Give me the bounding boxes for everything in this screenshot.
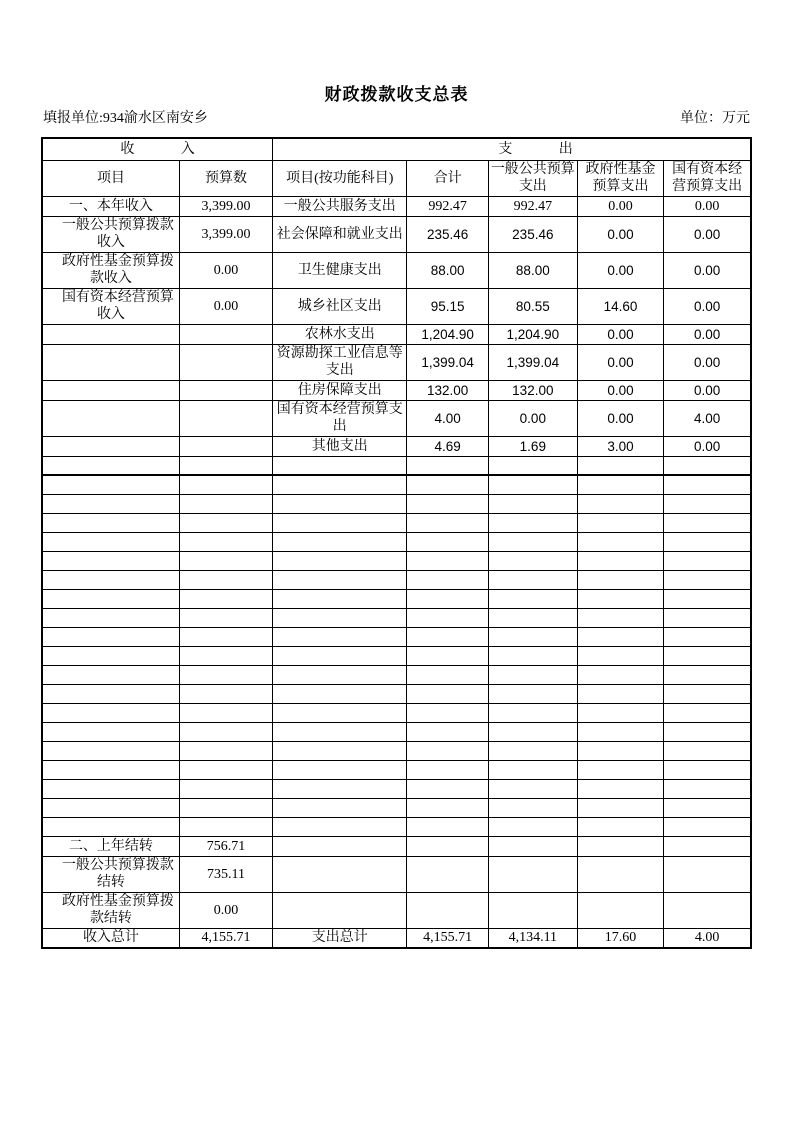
income-budget-cell bbox=[179, 551, 272, 570]
income-item-cell bbox=[42, 817, 179, 836]
income-item-cell: 一、本年收入 bbox=[42, 196, 179, 216]
state-capital-budget-cell bbox=[664, 456, 751, 475]
general-public-budget-cell bbox=[488, 532, 577, 551]
state-capital-budget-cell bbox=[664, 892, 751, 928]
income-budget-cell: 3,399.00 bbox=[179, 196, 272, 216]
expenditure-item-cell: 支出总计 bbox=[273, 928, 407, 948]
table-row bbox=[42, 344, 751, 380]
expenditure-total-cell: 4,155.71 bbox=[407, 928, 488, 948]
table-row bbox=[42, 324, 751, 344]
table-row bbox=[42, 817, 751, 836]
table-row bbox=[42, 436, 751, 456]
gov-fund-budget-cell: 17.60 bbox=[577, 928, 663, 948]
expenditure-item-cell: 资源勘探工业信息等支出 bbox=[273, 344, 407, 380]
expenditure-total-cell bbox=[407, 817, 488, 836]
general-public-budget-cell bbox=[488, 665, 577, 684]
expenditure-item-cell: 卫生健康支出 bbox=[273, 252, 407, 288]
income-item-cell bbox=[42, 608, 179, 627]
expenditure-item-cell bbox=[273, 627, 407, 646]
general-public-budget-cell bbox=[488, 892, 577, 928]
general-public-budget-cell bbox=[488, 589, 577, 608]
general-public-budget-cell bbox=[488, 760, 577, 779]
general-public-budget-cell bbox=[488, 684, 577, 703]
group-header-row bbox=[42, 138, 751, 160]
table-row bbox=[42, 494, 751, 513]
expenditure-item-cell bbox=[273, 703, 407, 722]
income-budget-cell bbox=[179, 400, 272, 436]
gov-fund-budget-cell: 0.00 bbox=[577, 196, 663, 216]
column-header-row bbox=[42, 160, 751, 196]
state-capital-budget-cell: 0.00 bbox=[664, 252, 751, 288]
expenditure-total-cell bbox=[407, 570, 488, 589]
state-capital-budget-cell: 4.00 bbox=[664, 928, 751, 948]
income-budget-cell bbox=[179, 608, 272, 627]
state-capital-budget-cell bbox=[664, 856, 751, 892]
page-title: 财政拨款收支总表 bbox=[324, 85, 469, 104]
gov-fund-budget-cell bbox=[577, 513, 663, 532]
state-capital-budget-cell: 0.00 bbox=[664, 436, 751, 456]
state-capital-budget-cell bbox=[664, 722, 751, 741]
expenditure-total-cell bbox=[407, 836, 488, 856]
general-public-budget-cell bbox=[488, 798, 577, 817]
gov-fund-budget-cell bbox=[577, 779, 663, 798]
income-budget-cell bbox=[179, 532, 272, 551]
expenditure-item-cell: 社会保障和就业支出 bbox=[273, 216, 407, 252]
expenditure-total-cell bbox=[407, 798, 488, 817]
gov-fund-budget-cell bbox=[577, 532, 663, 551]
table-row bbox=[42, 551, 751, 570]
income-item-cell bbox=[42, 779, 179, 798]
table-row bbox=[42, 892, 751, 928]
table-row bbox=[42, 760, 751, 779]
gov-fund-budget-cell bbox=[577, 494, 663, 513]
income-budget-cell: 4,155.71 bbox=[179, 928, 272, 948]
table-body bbox=[42, 196, 751, 948]
state-capital-budget-cell bbox=[664, 836, 751, 856]
gov-fund-budget-cell bbox=[577, 722, 663, 741]
expenditure-total-cell bbox=[407, 722, 488, 741]
column-header-exp-item: 项目(按功能科目) bbox=[273, 160, 407, 196]
income-budget-cell bbox=[179, 324, 272, 344]
state-capital-budget-cell bbox=[664, 684, 751, 703]
expenditure-total-cell bbox=[407, 551, 488, 570]
unit-label: 单位：万元 bbox=[680, 111, 750, 126]
income-item-cell bbox=[42, 494, 179, 513]
expenditure-total-cell bbox=[407, 779, 488, 798]
state-capital-budget-cell bbox=[664, 665, 751, 684]
column-header-income-item: 项目 bbox=[42, 160, 179, 196]
income-item-cell bbox=[42, 646, 179, 665]
expenditure-total-cell bbox=[407, 589, 488, 608]
general-public-budget-cell bbox=[488, 513, 577, 532]
income-budget-cell bbox=[179, 817, 272, 836]
income-item-cell bbox=[42, 436, 179, 456]
general-public-budget-cell: 992.47 bbox=[488, 196, 577, 216]
general-public-budget-cell: 0.00 bbox=[488, 400, 577, 436]
income-budget-cell bbox=[179, 627, 272, 646]
gov-fund-budget-cell: 3.00 bbox=[577, 436, 663, 456]
table-row bbox=[42, 779, 751, 798]
table-row bbox=[42, 252, 751, 288]
table-row bbox=[42, 627, 751, 646]
income-budget-cell: 735.11 bbox=[179, 856, 272, 892]
general-public-budget-cell: 235.46 bbox=[488, 216, 577, 252]
state-capital-budget-cell bbox=[664, 475, 751, 494]
income-item-cell bbox=[42, 570, 179, 589]
general-public-budget-cell bbox=[488, 722, 577, 741]
income-budget-cell bbox=[179, 456, 272, 475]
income-budget-cell bbox=[179, 665, 272, 684]
expenditure-item-cell bbox=[273, 817, 407, 836]
expenditure-item-cell: 住房保障支出 bbox=[273, 380, 407, 400]
expenditure-total-cell: 4.00 bbox=[407, 400, 488, 436]
expenditure-total-cell: 95.15 bbox=[407, 288, 488, 324]
gov-fund-budget-cell: 0.00 bbox=[577, 400, 663, 436]
state-capital-budget-cell bbox=[664, 551, 751, 570]
state-capital-budget-cell: 0.00 bbox=[664, 324, 751, 344]
state-capital-budget-cell bbox=[664, 494, 751, 513]
income-item-cell bbox=[42, 798, 179, 817]
table-row bbox=[42, 380, 751, 400]
column-header-general-public: 一般公共预算支出 bbox=[488, 160, 577, 196]
general-public-budget-cell bbox=[488, 836, 577, 856]
expenditure-total-cell bbox=[407, 475, 488, 494]
general-public-budget-cell bbox=[488, 646, 577, 665]
income-item-cell: 一般公共预算拨款结转 bbox=[42, 856, 179, 892]
expenditure-item-cell bbox=[273, 532, 407, 551]
table-row bbox=[42, 741, 751, 760]
table-row bbox=[42, 589, 751, 608]
state-capital-budget-cell bbox=[664, 703, 751, 722]
gov-fund-budget-cell: 0.00 bbox=[577, 252, 663, 288]
income-item-cell: 政府性基金预算拨款收入 bbox=[42, 252, 179, 288]
general-public-budget-cell bbox=[488, 456, 577, 475]
income-budget-cell bbox=[179, 741, 272, 760]
table-row bbox=[42, 722, 751, 741]
expenditure-item-cell bbox=[273, 589, 407, 608]
gov-fund-budget-cell bbox=[577, 589, 663, 608]
expenditure-item-cell bbox=[273, 646, 407, 665]
gov-fund-budget-cell bbox=[577, 856, 663, 892]
expenditure-total-cell bbox=[407, 532, 488, 551]
general-public-budget-cell bbox=[488, 627, 577, 646]
income-budget-cell: 3,399.00 bbox=[179, 216, 272, 252]
table-row bbox=[42, 216, 751, 252]
gov-fund-budget-cell bbox=[577, 456, 663, 475]
state-capital-budget-cell: 0.00 bbox=[664, 196, 751, 216]
income-budget-cell bbox=[179, 494, 272, 513]
income-budget-cell bbox=[179, 722, 272, 741]
table-row bbox=[42, 456, 751, 475]
gov-fund-budget-cell bbox=[577, 608, 663, 627]
state-capital-budget-cell: 4.00 bbox=[664, 400, 751, 436]
income-item-cell: 国有资本经营预算收入 bbox=[42, 288, 179, 324]
income-budget-cell bbox=[179, 798, 272, 817]
income-item-cell bbox=[42, 665, 179, 684]
general-public-budget-cell: 1,204.90 bbox=[488, 324, 577, 344]
expenditure-total-cell bbox=[407, 741, 488, 760]
table-row bbox=[42, 196, 751, 216]
state-capital-budget-cell bbox=[664, 513, 751, 532]
gov-fund-budget-cell bbox=[577, 475, 663, 494]
table-row bbox=[42, 928, 751, 948]
general-public-budget-cell: 4,134.11 bbox=[488, 928, 577, 948]
general-public-budget-cell bbox=[488, 856, 577, 892]
general-public-budget-cell bbox=[488, 494, 577, 513]
income-item-cell bbox=[42, 344, 179, 380]
income-item-cell bbox=[42, 551, 179, 570]
income-item-cell: 政府性基金预算拨款结转 bbox=[42, 892, 179, 928]
expenditure-total-cell bbox=[407, 646, 488, 665]
expenditure-item-cell bbox=[273, 798, 407, 817]
income-item-cell bbox=[42, 456, 179, 475]
expenditure-item-cell: 其他支出 bbox=[273, 436, 407, 456]
column-header-total: 合计 bbox=[407, 160, 488, 196]
table-row bbox=[42, 475, 751, 494]
expenditure-total-cell: 4.69 bbox=[407, 436, 488, 456]
general-public-budget-cell: 1,399.04 bbox=[488, 344, 577, 380]
expenditure-total-cell: 235.46 bbox=[407, 216, 488, 252]
table-row bbox=[42, 836, 751, 856]
expenditure-total-cell bbox=[407, 665, 488, 684]
general-public-budget-cell bbox=[488, 741, 577, 760]
income-item-cell bbox=[42, 722, 179, 741]
table-row bbox=[42, 570, 751, 589]
budget-summary-table bbox=[41, 137, 752, 949]
income-item-cell bbox=[42, 532, 179, 551]
income-item-cell bbox=[42, 475, 179, 494]
expenditure-item-cell bbox=[273, 684, 407, 703]
gov-fund-budget-cell bbox=[577, 798, 663, 817]
general-public-budget-cell: 80.55 bbox=[488, 288, 577, 324]
expenditure-total-cell: 1,399.04 bbox=[407, 344, 488, 380]
gov-fund-budget-cell bbox=[577, 570, 663, 589]
income-item-cell bbox=[42, 324, 179, 344]
state-capital-budget-cell: 0.00 bbox=[664, 344, 751, 380]
income-item-cell bbox=[42, 589, 179, 608]
expenditure-item-cell bbox=[273, 665, 407, 684]
expenditure-item-cell bbox=[273, 456, 407, 475]
expenditure-item-cell bbox=[273, 722, 407, 741]
general-public-budget-cell bbox=[488, 779, 577, 798]
expenditure-total-cell bbox=[407, 608, 488, 627]
expenditure-total-cell bbox=[407, 456, 488, 475]
expenditure-total-cell bbox=[407, 760, 488, 779]
expenditure-total-cell bbox=[407, 856, 488, 892]
gov-fund-budget-cell: 14.60 bbox=[577, 288, 663, 324]
expenditure-item-cell bbox=[273, 570, 407, 589]
column-header-gov-fund: 政府性基金预算支出 bbox=[577, 160, 663, 196]
general-public-budget-cell: 1.69 bbox=[488, 436, 577, 456]
expenditure-item-cell: 国有资本经营预算支出 bbox=[273, 400, 407, 436]
table-row bbox=[42, 400, 751, 436]
gov-fund-budget-cell bbox=[577, 646, 663, 665]
state-capital-budget-cell bbox=[664, 608, 751, 627]
expenditure-total-cell bbox=[407, 684, 488, 703]
income-item-cell bbox=[42, 627, 179, 646]
expenditure-item-cell: 城乡社区支出 bbox=[273, 288, 407, 324]
income-budget-cell bbox=[179, 703, 272, 722]
expenditure-item-cell bbox=[273, 741, 407, 760]
gov-fund-budget-cell bbox=[577, 741, 663, 760]
income-item-cell: 二、上年结转 bbox=[42, 836, 179, 856]
expenditure-item-cell: 农林水支出 bbox=[273, 324, 407, 344]
general-public-budget-cell bbox=[488, 551, 577, 570]
expenditure-total-cell: 1,204.90 bbox=[407, 324, 488, 344]
gov-fund-budget-cell: 0.00 bbox=[577, 344, 663, 380]
gov-fund-budget-cell bbox=[577, 684, 663, 703]
general-public-budget-cell bbox=[488, 703, 577, 722]
income-item-cell bbox=[42, 703, 179, 722]
table-row bbox=[42, 513, 751, 532]
income-budget-cell bbox=[179, 589, 272, 608]
expenditure-total-cell bbox=[407, 892, 488, 928]
income-budget-cell bbox=[179, 570, 272, 589]
income-item-cell bbox=[42, 380, 179, 400]
expenditure-total-cell: 88.00 bbox=[407, 252, 488, 288]
column-header-state-capital: 国有资本经营预算支出 bbox=[664, 160, 751, 196]
state-capital-budget-cell bbox=[664, 589, 751, 608]
expenditure-item-cell bbox=[273, 513, 407, 532]
income-budget-cell bbox=[179, 475, 272, 494]
income-budget-cell bbox=[179, 436, 272, 456]
expenditure-total-cell bbox=[407, 627, 488, 646]
income-budget-cell bbox=[179, 380, 272, 400]
gov-fund-budget-cell bbox=[577, 817, 663, 836]
gov-fund-budget-cell bbox=[577, 836, 663, 856]
general-public-budget-cell bbox=[488, 570, 577, 589]
expenditure-total-cell bbox=[407, 494, 488, 513]
state-capital-budget-cell bbox=[664, 817, 751, 836]
table-row bbox=[42, 684, 751, 703]
state-capital-budget-cell bbox=[664, 532, 751, 551]
table-row bbox=[42, 798, 751, 817]
expenditure-item-cell: 一般公共服务支出 bbox=[273, 196, 407, 216]
gov-fund-budget-cell: 0.00 bbox=[577, 216, 663, 252]
state-capital-budget-cell bbox=[664, 741, 751, 760]
gov-fund-budget-cell bbox=[577, 892, 663, 928]
expenditure-item-cell bbox=[273, 779, 407, 798]
expenditure-item-cell bbox=[273, 760, 407, 779]
expenditure-item-cell bbox=[273, 551, 407, 570]
state-capital-budget-cell bbox=[664, 779, 751, 798]
general-public-budget-cell bbox=[488, 475, 577, 494]
expenditure-group-header: 支 出 bbox=[273, 138, 751, 160]
table-row bbox=[42, 646, 751, 665]
expenditure-total-cell bbox=[407, 513, 488, 532]
income-item-cell bbox=[42, 400, 179, 436]
expenditure-item-cell bbox=[273, 892, 407, 928]
income-item-cell bbox=[42, 741, 179, 760]
gov-fund-budget-cell bbox=[577, 665, 663, 684]
expenditure-item-cell bbox=[273, 475, 407, 494]
expenditure-total-cell: 132.00 bbox=[407, 380, 488, 400]
income-item-cell: 收入总计 bbox=[42, 928, 179, 948]
income-item-cell bbox=[42, 684, 179, 703]
expenditure-item-cell bbox=[273, 856, 407, 892]
expenditure-item-cell bbox=[273, 608, 407, 627]
table-row bbox=[42, 856, 751, 892]
table-row bbox=[42, 665, 751, 684]
state-capital-budget-cell: 0.00 bbox=[664, 380, 751, 400]
income-budget-cell: 0.00 bbox=[179, 892, 272, 928]
meta-row bbox=[43, 110, 750, 128]
column-header-budget: 预算数 bbox=[179, 160, 272, 196]
state-capital-budget-cell bbox=[664, 760, 751, 779]
state-capital-budget-cell bbox=[664, 646, 751, 665]
income-item-cell bbox=[42, 760, 179, 779]
expenditure-total-cell: 992.47 bbox=[407, 196, 488, 216]
gov-fund-budget-cell bbox=[577, 760, 663, 779]
table-row bbox=[42, 288, 751, 324]
income-budget-cell: 756.71 bbox=[179, 836, 272, 856]
income-budget-cell bbox=[179, 779, 272, 798]
reporting-unit: 填报单位:934渝水区南安乡 bbox=[43, 111, 208, 126]
income-budget-cell: 0.00 bbox=[179, 252, 272, 288]
income-budget-cell bbox=[179, 513, 272, 532]
table-row bbox=[42, 703, 751, 722]
expenditure-total-cell bbox=[407, 703, 488, 722]
state-capital-budget-cell bbox=[664, 627, 751, 646]
state-capital-budget-cell: 0.00 bbox=[664, 216, 751, 252]
general-public-budget-cell: 132.00 bbox=[488, 380, 577, 400]
income-budget-cell bbox=[179, 646, 272, 665]
income-budget-cell bbox=[179, 344, 272, 380]
state-capital-budget-cell: 0.00 bbox=[664, 288, 751, 324]
expenditure-item-cell bbox=[273, 494, 407, 513]
state-capital-budget-cell bbox=[664, 798, 751, 817]
income-item-cell: 一般公共预算拨款收入 bbox=[42, 216, 179, 252]
general-public-budget-cell bbox=[488, 817, 577, 836]
income-budget-cell bbox=[179, 760, 272, 779]
gov-fund-budget-cell bbox=[577, 551, 663, 570]
general-public-budget-cell bbox=[488, 608, 577, 627]
table-row bbox=[42, 608, 751, 627]
gov-fund-budget-cell: 0.00 bbox=[577, 380, 663, 400]
income-item-cell bbox=[42, 513, 179, 532]
income-budget-cell bbox=[179, 684, 272, 703]
gov-fund-budget-cell bbox=[577, 627, 663, 646]
income-budget-cell: 0.00 bbox=[179, 288, 272, 324]
expenditure-item-cell bbox=[273, 836, 407, 856]
general-public-budget-cell: 88.00 bbox=[488, 252, 577, 288]
gov-fund-budget-cell bbox=[577, 703, 663, 722]
table-row bbox=[42, 532, 751, 551]
gov-fund-budget-cell: 0.00 bbox=[577, 324, 663, 344]
income-group-header: 收 入 bbox=[42, 138, 273, 160]
state-capital-budget-cell bbox=[664, 570, 751, 589]
